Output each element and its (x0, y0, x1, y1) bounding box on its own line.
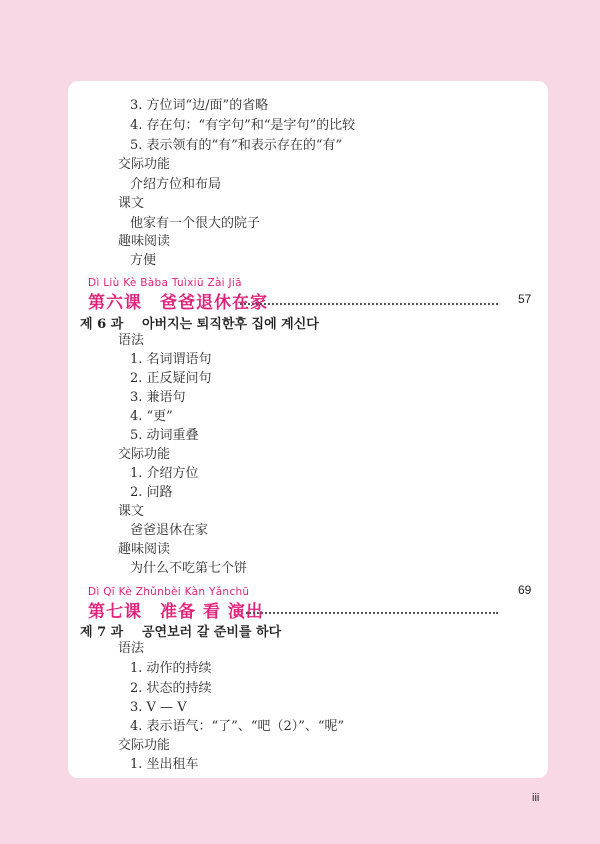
dot-leader (240, 303, 498, 305)
lesson6-korean-number: 제 6 과 (80, 317, 124, 332)
toc-section-heading: 趣味阅读 (118, 234, 171, 249)
lesson7-page-number: 69 (518, 583, 532, 597)
toc-card (68, 81, 548, 778)
toc-item[interactable]: 3. 方位词“边/面”的省略 (130, 98, 269, 113)
toc-section-heading: 交际功能 (118, 738, 171, 753)
lesson7-korean-number: 제 7 과 (80, 625, 124, 640)
toc-item[interactable]: 4. “更” (130, 409, 173, 424)
toc-item[interactable]: 5. 动词重叠 (130, 428, 199, 443)
toc-item[interactable]: 3. V — V (130, 700, 187, 715)
toc-item[interactable]: 1. 坐出租车 (130, 757, 199, 772)
lesson6-korean-text: 아버지는 퇴직한후 집에 계신다 (142, 317, 319, 332)
toc-item[interactable]: 介绍方位和布局 (130, 177, 222, 192)
toc-item[interactable]: 5. 表示领有的“有”和表示存在的“有” (130, 138, 343, 153)
lesson6-korean-title (80, 313, 319, 332)
toc-item[interactable]: 1. 介绍方位 (130, 466, 199, 481)
toc-item[interactable]: 为什么不吃第七个饼 (130, 561, 248, 576)
toc-item[interactable]: 2. 问路 (130, 485, 173, 500)
toc-section-heading: 语法 (118, 641, 145, 656)
toc-item[interactable]: 4. 存在句：“有字句”和“是字句”的比较 (130, 118, 356, 133)
lesson6-page-number: 57 (518, 292, 532, 306)
toc-item[interactable]: 1. 名词谓语句 (130, 352, 212, 367)
toc-item[interactable]: 2. 正反疑问句 (130, 371, 212, 386)
toc-section-heading: 课文 (118, 504, 145, 519)
toc-item[interactable]: 爸爸退休在家 (130, 523, 209, 538)
dot-leader (246, 612, 498, 614)
lesson7-korean-title (80, 621, 281, 640)
lesson7-korean-text: 공연보러 갈 준비를 하다 (142, 625, 282, 640)
toc-item[interactable]: 2. 状态的持续 (130, 681, 212, 696)
footer-page-number: iii (532, 792, 540, 804)
toc-section-heading: 交际功能 (118, 157, 171, 172)
toc-item[interactable]: 3. 兼语句 (130, 390, 186, 405)
toc-item[interactable]: 4. 表示语气：“了”、“吧（2）”、“呢” (130, 719, 345, 734)
toc-item[interactable]: 1. 动作的持续 (130, 661, 212, 676)
toc-item[interactable]: 方便 (130, 253, 157, 268)
lesson7-title[interactable]: 第七课 准备 看 演出 (88, 602, 264, 622)
toc-section-heading: 语法 (118, 333, 145, 348)
toc-section-heading: 课文 (118, 196, 145, 211)
toc-section-heading: 趣味阅读 (118, 542, 171, 557)
lesson6-title[interactable]: 第六课 爸爸退休在家 (88, 293, 268, 313)
lesson7-pinyin: Dì Qī Kè Zhǔnbèi Kàn Yǎnchū (88, 586, 250, 598)
toc-item[interactable]: 他家有一个很大的院子 (130, 216, 261, 231)
lesson6-pinyin: Dì Liù Kè Bàba Tuìxiū Zài Jiā (88, 277, 242, 289)
toc-section-heading: 交际功能 (118, 447, 171, 462)
